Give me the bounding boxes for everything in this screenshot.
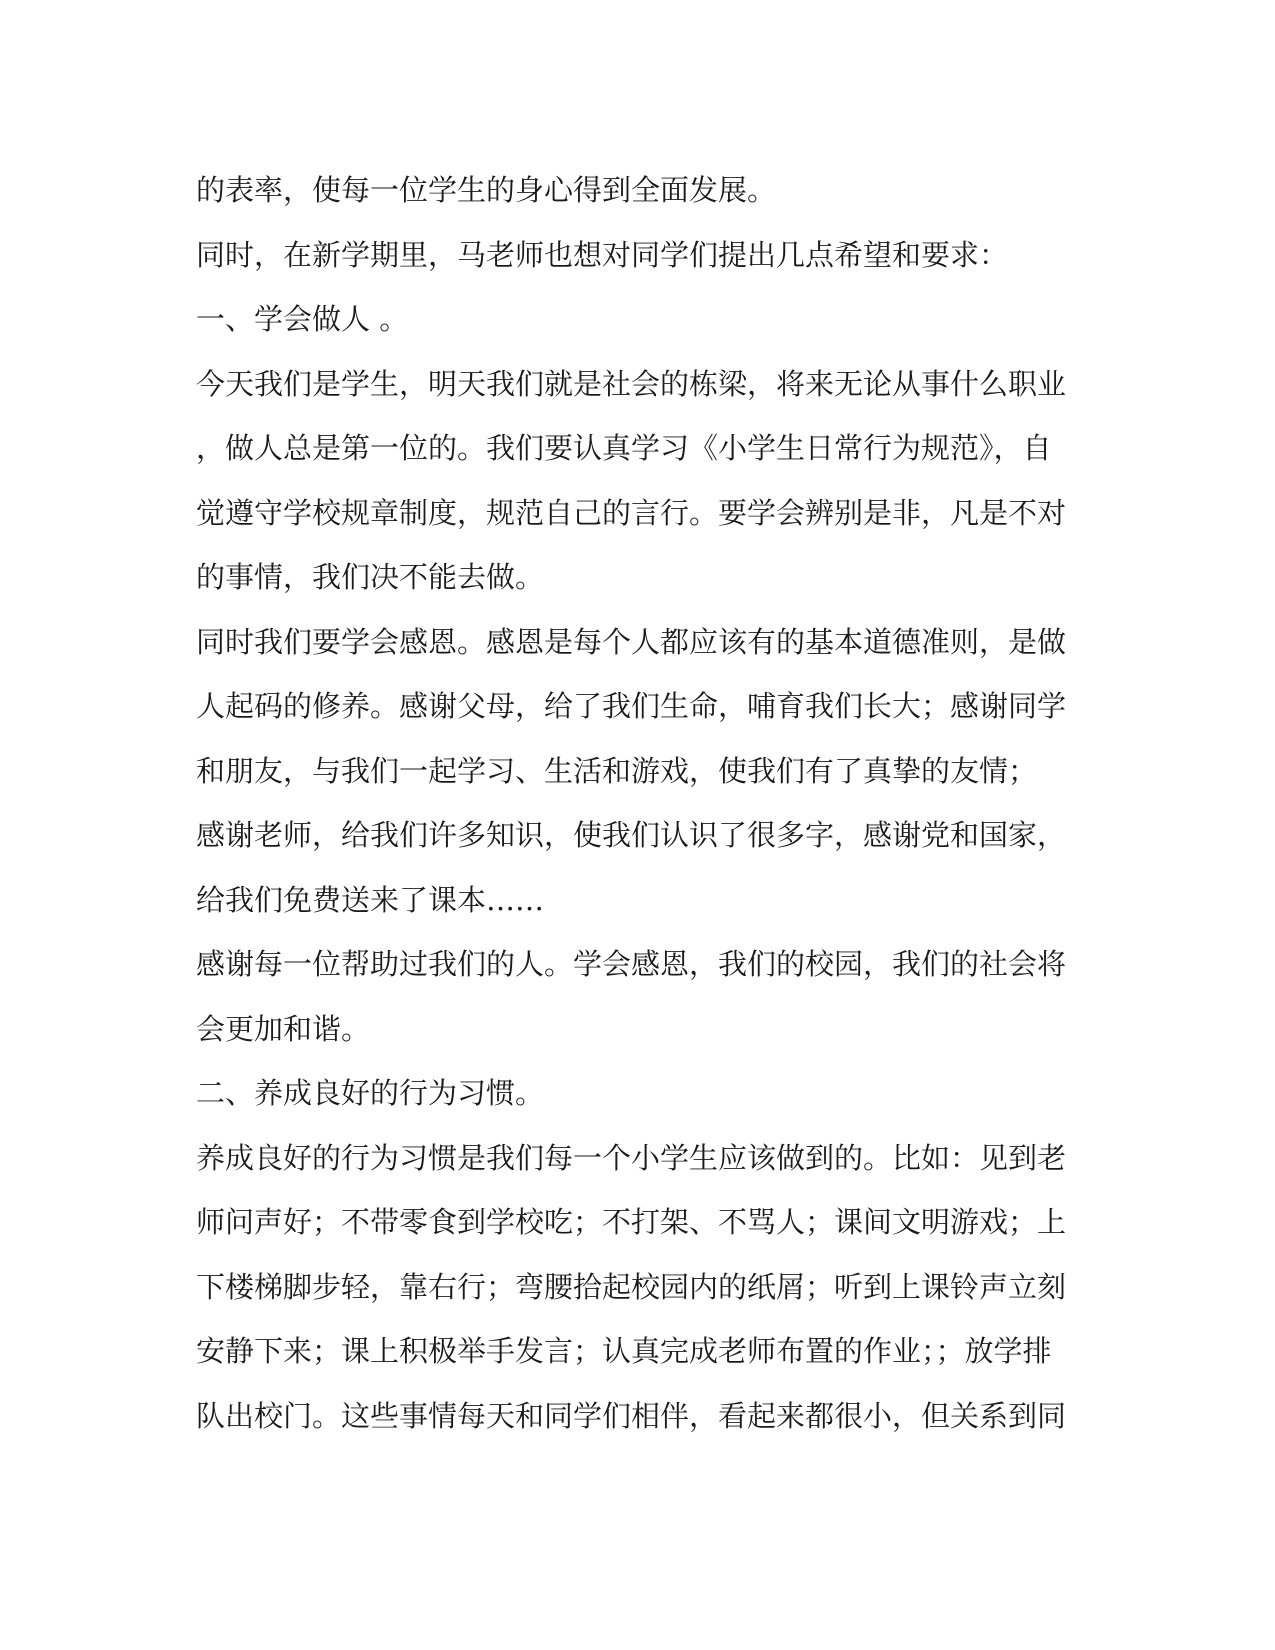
- text-line: 感谢每一位帮助过我们的人。学会感恩，我们的校园，我们的社会将: [196, 947, 1067, 981]
- text-line: 同时，在新学期里，马老师也想对同学们提出几点希望和要求：: [196, 237, 1009, 272]
- text-line: 给我们免费送来了课本……: [196, 882, 545, 917]
- section-heading: 二、养成良好的行为习惯。: [196, 1076, 545, 1110]
- text-line: 觉遵守学校规章制度，规范自己的言行。要学会辨别是非，凡是不对: [196, 495, 1067, 530]
- text-line: 的表率，使每一位学生的身心得到全面发展。: [196, 173, 777, 207]
- text-line: 师问声好；不带零食到学校吃；不打架、不骂人；课间文明游戏；上: [196, 1205, 1067, 1239]
- text-line: 养成良好的行为习惯是我们每一个小学生应该做到的。比如：见到老: [196, 1140, 1067, 1175]
- text-line: 同时我们要学会感恩。感恩是每个人都应该有的基本道德准则，是做: [196, 624, 1067, 659]
- text-line: 会更加和谐。: [196, 1011, 371, 1046]
- text-line: 人起码的修养。感谢父母，给了我们生命，哺育我们长大；感谢同学: [196, 689, 1067, 723]
- text-line: 今天我们是学生，明天我们就是社会的栋梁，将来无论从事什么职业: [196, 366, 1067, 401]
- text-line: 的事情，我们决不能去做。: [196, 560, 545, 594]
- text-line: 感谢老师，给我们许多知识，使我们认识了很多字，感谢党和国家，: [196, 818, 1067, 852]
- text-line: 队出校门。这些事情每天和同学们相伴，看起来都很小，但关系到同: [196, 1398, 1067, 1433]
- text-line: 下楼梯脚步轻，靠右行；弯腰拾起校园内的纸屑；听到上课铃声立刻: [196, 1269, 1067, 1304]
- section-heading: 一、学会做人 。: [196, 302, 409, 336]
- text-line: ，做人总是第一位的。我们要认真学习《小学生日常行为规范》，自: [196, 431, 1052, 465]
- text-line: 和朋友，与我们一起学习、生活和游戏，使我们有了真挚的友情；: [196, 753, 1038, 788]
- document-body: [196, 158, 1076, 1448]
- text-line: 安静下来；课上积极举手发言；认真完成老师布置的作业；；放学排: [196, 1334, 1052, 1368]
